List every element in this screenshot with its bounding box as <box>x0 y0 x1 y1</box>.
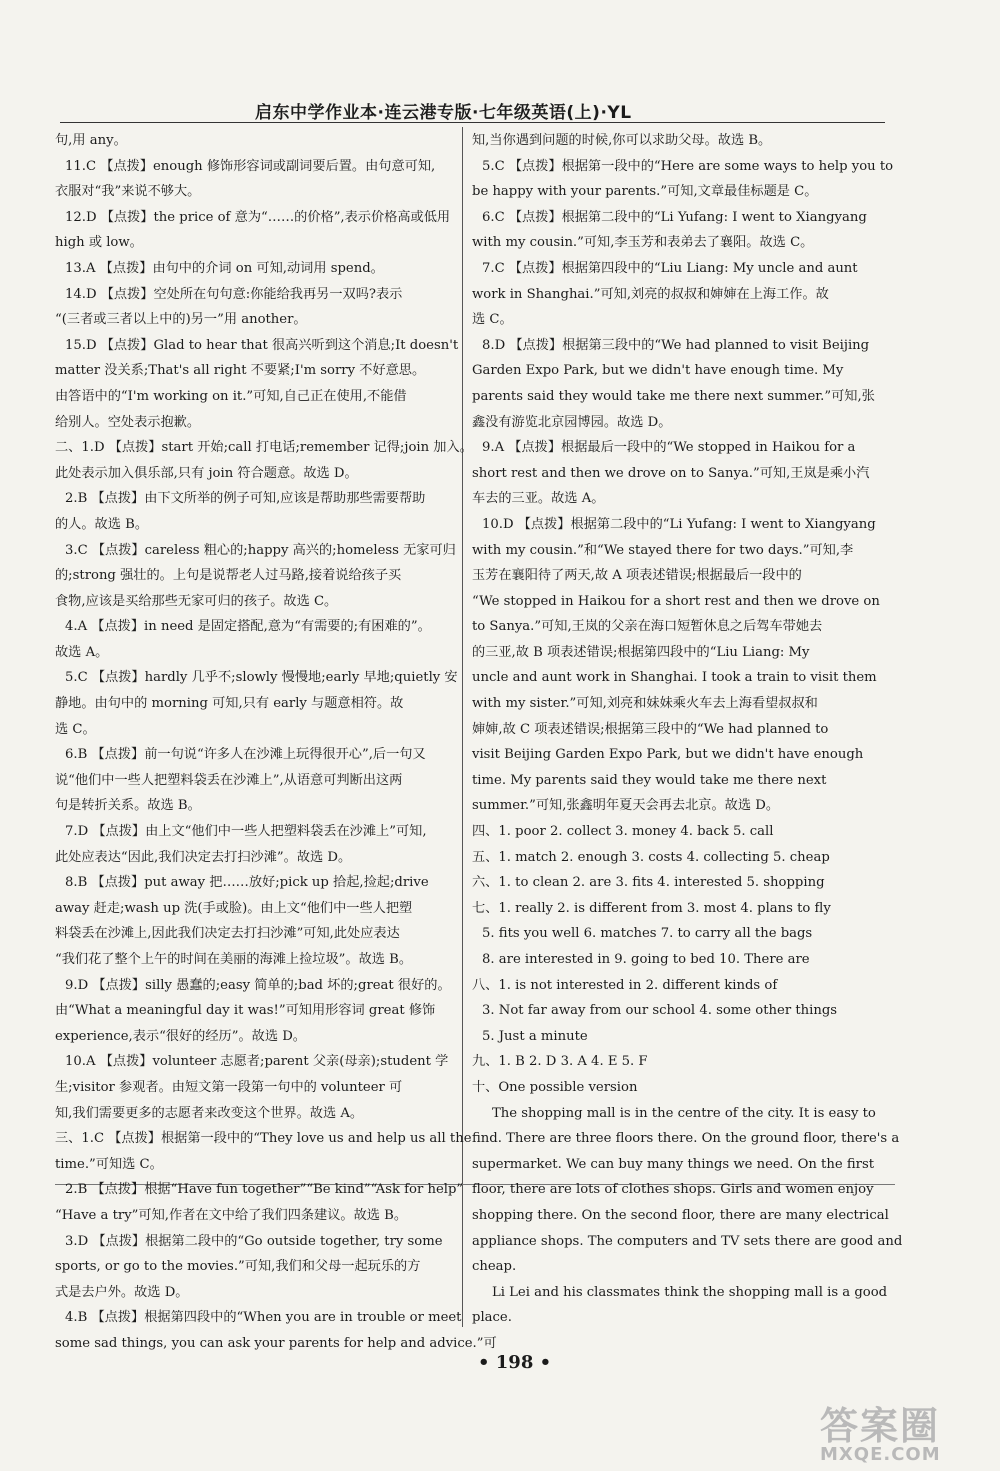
text-line: to Sanya.”可知,王岚的父亲在海口短暂休息之后驾车带她去 <box>472 619 823 635</box>
text-line: 说“他们中一些人把塑料袋丢在沙滩上”,从语意可判断出这两 <box>55 772 403 788</box>
text-line: 4.B 【点拨】根据第四段中的“When you are in trouble or meet <box>65 1310 462 1326</box>
text-line: 9.D 【点拨】silly 愚蠢的;easy 简单的;bad 坏的;great 很好的。 <box>65 977 451 993</box>
text-line: 料袋丢在沙滩上,因此我们决定去打扫沙滩”可知,此处应表达 <box>55 926 400 942</box>
text-line: 4.A 【点拨】in need 是固定搭配,意为“有需要的;有困难的”。 <box>65 619 431 635</box>
text-line: 六、1. to clean 2. are 3. fits 4. interested 5. shopping <box>472 875 825 891</box>
text-line: cheap. <box>472 1259 517 1275</box>
text-line: 9.A 【点拨】根据最后一段中的“We stopped in Haikou for a <box>482 440 856 456</box>
text-line: 式是去户外。故选 D。 <box>55 1284 189 1300</box>
text-line: 故选 A。 <box>55 644 109 660</box>
text-line: 6.C 【点拨】根据第二段中的“Li Yufang: I went to Xiangyang <box>482 209 867 225</box>
text-line: 5. Just a minute <box>482 1028 588 1044</box>
right-column <box>472 128 903 1331</box>
text-line: 知,当你遇到问题的时候,你可以求助父母。故选 B。 <box>472 133 772 148</box>
text-line: 6.B 【点拨】前一句说“许多人在沙滩上玩得很开心”,后一句又 <box>65 747 426 763</box>
text-line: time. My parents said they would take me there next <box>472 772 827 788</box>
running-header: 启东中学作业本·连云港专版·七年级英语(上)·YL <box>255 103 632 123</box>
text-line: 11.C 【点拨】enough 修饰形容词或副词要后置。由句意可知, <box>65 158 436 174</box>
text-line: 8. are interested in 9. going to bed 10. There are <box>482 952 810 967</box>
text-line: 生;visitor 参观者。由短文第一段第一句中的 volunteer 可 <box>55 1079 403 1095</box>
text-line: short rest and then we drove on to Sanya.”可知,王岚是乘小汽 <box>472 465 870 481</box>
text-line: 5. fits you well 6. matches 7. to carry all the bags <box>482 926 813 942</box>
text-line: Li Lei and his classmates think the shopping mall is a good <box>492 1284 888 1300</box>
text-line: 由答语中的“I'm working on it.”可知,自己正在使用,不能借 <box>55 388 407 404</box>
text-line: 知,我们需要更多的志愿者来改变这个世界。故选 A。 <box>55 1105 364 1121</box>
text-line: 3.C 【点拨】careless 粗心的;happy 高兴的;homeless 无家可归 <box>65 542 456 558</box>
text-line: summer.”可知,张鑫明年夏天会再去北京。故选 D。 <box>472 798 780 814</box>
text-line: 车去的三亚。故选 A。 <box>472 491 605 507</box>
text-line: supermarket. We can buy many things we need. On the first <box>472 1156 875 1172</box>
text-line: 3. Not far away from our school 4. some other things <box>482 1003 838 1019</box>
text-line: 10.D 【点拨】根据第二段中的“Li Yufang: I went to Xiangyang <box>482 516 876 532</box>
text-line: 由“What a meaningful day it was!”可知用形容词 great 修饰 <box>55 1003 436 1019</box>
text-line: some sad things, you can ask your parents for help and advice.”可 <box>55 1335 497 1351</box>
text-line: appliance shops. The computers and TV sets there are good and <box>472 1233 903 1249</box>
header-rule <box>60 122 885 123</box>
text-line: 句,用 any。 <box>55 133 127 148</box>
text-line: away 赶走;wash up 洗(手或脸)。由上文“他们中一些人把塑 <box>55 900 413 916</box>
text-line: work in Shanghai.”可知,刘亮的叔叔和婶婶在上海工作。故 <box>472 286 829 302</box>
text-line: The shopping mall is in the centre of the city. It is easy to <box>492 1105 876 1121</box>
text-line: 二、1.D 【点拨】start 开始;call 打电话;remember 记得;join 加入。 <box>55 440 473 456</box>
text-line: 四、1. poor 2. collect 3. money 4. back 5. call <box>472 824 774 840</box>
text-line: 15.D 【点拨】Glad to hear that 很高兴听到这个消息;It doesn't <box>65 337 459 353</box>
text-line: uncle and aunt work in Shanghai. I took a train to visit them <box>472 670 877 686</box>
text-line: shopping there. On the second floor, there are many electrical <box>472 1207 889 1223</box>
text-line: 选 C。 <box>472 312 513 328</box>
column-divider <box>462 127 463 1327</box>
text-line: 2.B 【点拨】由下文所举的例子可知,应该是帮助那些需要帮助 <box>65 491 426 507</box>
watermark-main: 答案圈 <box>820 1404 941 1448</box>
watermark-url: MXQE.COM <box>820 1444 941 1465</box>
text-line: “Have a try”可知,作者在文中给了我们四条建议。故选 B。 <box>55 1207 408 1223</box>
text-line: be happy with your parents.”可知,文章最佳标题是 C。 <box>472 184 818 200</box>
text-line: 14.D 【点拨】空处所在句句意:你能给我再另一双吗?表示 <box>65 286 403 302</box>
text-line: matter 没关系;That's all right 不要紧;I'm sorry 不好意思。 <box>55 363 426 379</box>
text-line: 10.A 【点拨】volunteer 志愿者;parent 父亲(母亲);student 学 <box>65 1054 449 1070</box>
text-line: 婶婶,故 C 项表述错误;根据第三段中的“We had planned to <box>472 721 829 737</box>
text-line: find. There are three floors there. On the ground floor, there's a <box>472 1131 900 1147</box>
text-line: 5.C 【点拨】hardly 几乎不;slowly 慢慢地;early 早地;quietly 安 <box>65 670 458 686</box>
text-line: place. <box>472 1310 512 1326</box>
text-line: with my cousin.”和“We stayed there for two days.”可知,李 <box>472 542 854 558</box>
text-line: 7.D 【点拨】由上文“他们中一些人把塑料袋丢在沙滩上”可知, <box>65 824 427 840</box>
text-line: 食物,应该是买给那些无家可归的孩子。故选 C。 <box>55 593 338 609</box>
text-line: 鑫没有游览北京园博园。故选 D。 <box>472 414 672 430</box>
text-line: 12.D 【点拨】the price of 意为“……的价格”,表示价格高或低用 <box>65 209 451 225</box>
text-line: 句是转折关系。故选 B。 <box>55 798 201 814</box>
text-line: “(三者或三者以上中的)另一”用 another。 <box>55 312 307 328</box>
text-line: parents said they would take me there next summer.”可知,张 <box>472 388 875 404</box>
text-line: 2.B 【点拨】根据“Have fun together”“Be kind”“Ask for help” <box>65 1182 464 1198</box>
text-line: 此处应表达“因此,我们决定去打扫沙滩”。故选 D。 <box>55 849 352 865</box>
watermark-logo <box>820 1395 995 1465</box>
text-line: “We stopped in Haikou for a short rest and then we drove on <box>472 593 880 609</box>
text-line: 三、1.C 【点拨】根据第一段中的“They love us and help us all the <box>55 1131 472 1147</box>
text-line: 选 C。 <box>55 721 96 737</box>
page-number: • 198 • <box>478 1352 552 1373</box>
text-line: 13.A 【点拨】由句中的介词 on 可知,动词用 spend。 <box>65 260 384 276</box>
text-line: 的人。故选 B。 <box>55 516 149 532</box>
text-line: 8.D 【点拨】根据第三段中的“We had planned to visit Beijing <box>482 337 870 353</box>
text-line: with my cousin.”可知,李玉芳和表弟去了襄阳。故选 C。 <box>472 235 814 251</box>
text-line: 的三亚,故 B 项表述错误;根据第四段中的“Liu Liang: My <box>472 644 810 660</box>
text-line: 3.D 【点拨】根据第二段中的“Go outside together, try some <box>65 1233 443 1249</box>
text-line: floor, there are lots of clothes shops. Girls and women enjoy <box>472 1182 874 1198</box>
text-line: time.”可知选 C。 <box>55 1156 163 1172</box>
text-line: Garden Expo Park, but we didn't have enough time. My <box>472 363 844 379</box>
text-line: 九、1. B 2. D 3. A 4. E 5. F <box>472 1054 648 1070</box>
text-line: 静地。由句中的 morning 可知,只有 early 与题意相符。故 <box>55 696 404 712</box>
text-line: 8.B 【点拨】put away 把……放好;pick up 拾起,捡起;drive <box>65 875 429 891</box>
text-line: 5.C 【点拨】根据第一段中的“Here are some ways to help you to <box>482 158 894 174</box>
text-line: 八、1. is not interested in 2. different kinds of <box>472 977 778 993</box>
text-line: experience,表示“很好的经历”。故选 D。 <box>55 1028 306 1044</box>
text-line: visit Beijing Garden Expo Park, but we didn't have enough <box>472 747 864 763</box>
text-line: 七、1. really 2. is different from 3. most 4. plans to fly <box>472 900 831 916</box>
text-line: “我们花了整个上午的时间在美丽的海滩上捡垃圾”。故选 B。 <box>55 952 413 967</box>
text-line: 7.C 【点拨】根据第四段中的“Liu Liang: My uncle and aunt <box>482 260 858 276</box>
text-line: high 或 low。 <box>55 235 143 251</box>
text-line: sports, or go to the movies.”可知,我们和父母一起玩乐的方 <box>55 1259 421 1275</box>
text-line: 玉芳在襄阳待了两天,故 A 项表述错误;根据最后一段中的 <box>472 568 802 584</box>
text-line: 的;strong 强壮的。上句是说帮老人过马路,接着说给孩子买 <box>55 568 402 584</box>
text-line: 五、1. match 2. enough 3. costs 4. collecting 5. cheap <box>472 849 830 865</box>
text-line: 给别人。空处表示抱歉。 <box>55 414 201 430</box>
text-line: 十、One possible version <box>472 1079 638 1095</box>
text-line: with my sister.”可知,刘亮和妹妹乘火车去上海看望叔叔和 <box>472 696 818 712</box>
text-line: 衣服对“我”来说不够大。 <box>55 184 201 200</box>
text-line: 此处表示加入俱乐部,只有 join 符合题意。故选 D。 <box>55 465 358 481</box>
